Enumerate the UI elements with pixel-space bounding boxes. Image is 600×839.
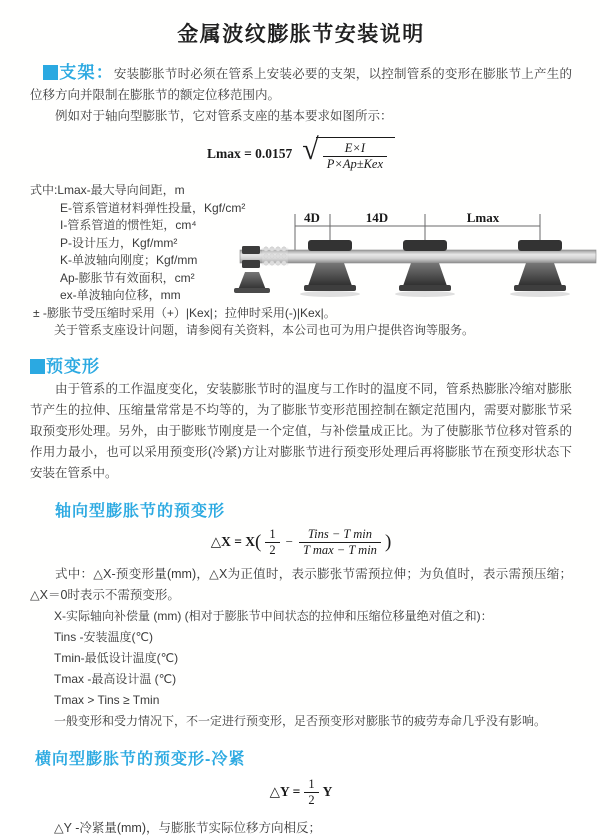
formula-lmax-numerator: E×I	[344, 141, 365, 155]
section-marker-icon	[43, 65, 58, 80]
dim-label-lmax: Lmax	[466, 210, 500, 225]
definition-line: ex-单波轴向位移，mm	[60, 288, 181, 302]
pipe-support-diagram	[240, 208, 596, 308]
definition-line: I-管系管道的惯性矩，cm⁴	[60, 218, 197, 232]
axial-predeform-heading: 轴向型膨胀节的预变形	[55, 502, 226, 520]
support-intro-text: 安装膨胀节时必须在管系上安装必要的支架，以控制管系的变形在膨胀节上产生的位移方向并限制在膨胀节的额定位移范围内。	[30, 67, 572, 102]
lateral-note: △Y -冷紧量(mm)，与膨胀节实际位移方向相反；	[54, 820, 322, 835]
open-paren: (	[255, 531, 262, 552]
support-section-intro	[30, 62, 572, 106]
half-numerator: 1	[269, 526, 276, 541]
formula-dx-denominator: T max − T min	[299, 542, 381, 558]
definitions-and-diagram	[30, 182, 572, 340]
definition-line: 式中:Lmax-最大导向间距，m	[30, 183, 185, 197]
formula-dy-denominator: 2	[304, 792, 318, 808]
predeform-section-heading	[30, 352, 572, 377]
axial-item: Tins -安装温度(℃)	[54, 629, 154, 644]
formula-dy-rhs: Y	[322, 783, 333, 799]
guide-support	[300, 240, 360, 297]
predeform-section-label: 预变形	[46, 356, 100, 376]
support-example-line: 例如对于轴向型膨胀节，它对管系支座的基本要求如图所示：	[55, 109, 393, 123]
formula-lmax	[30, 133, 572, 172]
definition-line: K-单波轴向刚度；Kgf/mm	[60, 253, 198, 267]
axial-item: 一般变形和受力情况下，不一定进行预变形，足否预变形对膨胀节的疲劳寿命几乎没有影响。	[54, 713, 547, 728]
lateral-predeform-heading: 横向型膨胀节的预变形-冷紧	[35, 750, 246, 768]
axial-item: Tmax > Tins ≥ Tmin	[54, 692, 160, 707]
formula-dx-numerator: Tins − T min	[307, 526, 373, 541]
definition-line: 关于管系支座设计问题，请参阅有关资料，本公司也可为用户提供咨询等服务。	[54, 323, 475, 337]
formula-dx-lhs: △X = X	[210, 533, 256, 549]
axial-item: Tmin-最低设计温度(℃)	[54, 650, 179, 665]
axial-item: Tmax -最高设计温 (℃)	[54, 671, 177, 686]
formula-dy-lhs: △Y =	[269, 783, 301, 799]
axial-items	[30, 606, 572, 732]
predeform-paragraph: 由于管系的工作温度变化，安装膨胀节时的温度与工作时的温度不同，管系热膨胀冷缩对膨胀节产生的拉伸、压缩量常常是不均等的，为了膨胀节变形范围控制在额定范围内，需要对膨胀节采取预变形处理。另外，由于膨账节刚度是一个定值，与补偿量成正比。为了使膨胀节位移对管系的作用力最小，也可以采用预变形(冷紧)方让对膨胀节进行预变形处理后再将膨胀节在预变形状态下安装在管系中。	[30, 381, 572, 480]
radical-sign	[302, 133, 395, 172]
axial-item: X-实际轴向补偿量 (mm) (相对于膨胀节中间状态的拉伸和压缩位移量绝对值之和)：	[54, 608, 493, 623]
definition-line: E-管系管道材料弹性投量，Kgf/cm²	[60, 200, 246, 215]
definition-line: Ap-膨胀节有效面积，cm²	[60, 270, 195, 285]
pipe	[240, 250, 596, 263]
section-marker-icon	[30, 359, 45, 374]
dim-label-14d: 14D	[365, 210, 389, 225]
bellows	[262, 247, 288, 265]
support-section-label: 支架：	[59, 63, 114, 82]
axial-explain-paragraph: 式中：△X-预变形量(mm)，△X为正值时，表示膨张节需预拉伸；为负值时，表示需预压缩；△X＝0时表示不需预变形。	[30, 566, 572, 602]
formula-dy-numerator: 1	[308, 776, 315, 791]
definition-line: P-设计压力，Kgf/mm²	[60, 235, 178, 250]
formula-lmax-denominator: P×Ap±Kex	[323, 156, 387, 172]
definition-line: ± -膨胀节受压缩时采用（+）|Kex|；拉伸时采用(-)|Kex|。	[33, 305, 336, 320]
half-denominator: 2	[265, 542, 279, 558]
guide-support	[510, 240, 570, 297]
page-title: 金属波纹膨胀节安装说明	[177, 23, 425, 46]
close-paren: )	[384, 531, 392, 552]
formula-delta-y	[30, 777, 572, 808]
formula-delta-x	[30, 527, 572, 558]
minus-sign: −	[285, 534, 293, 549]
formula-lmax-lhs: Lmax = 0.0157	[206, 146, 293, 162]
dim-label-4d: 4D	[304, 210, 320, 225]
sqrt-glyph: √	[302, 133, 319, 166]
guide-support	[395, 240, 455, 297]
